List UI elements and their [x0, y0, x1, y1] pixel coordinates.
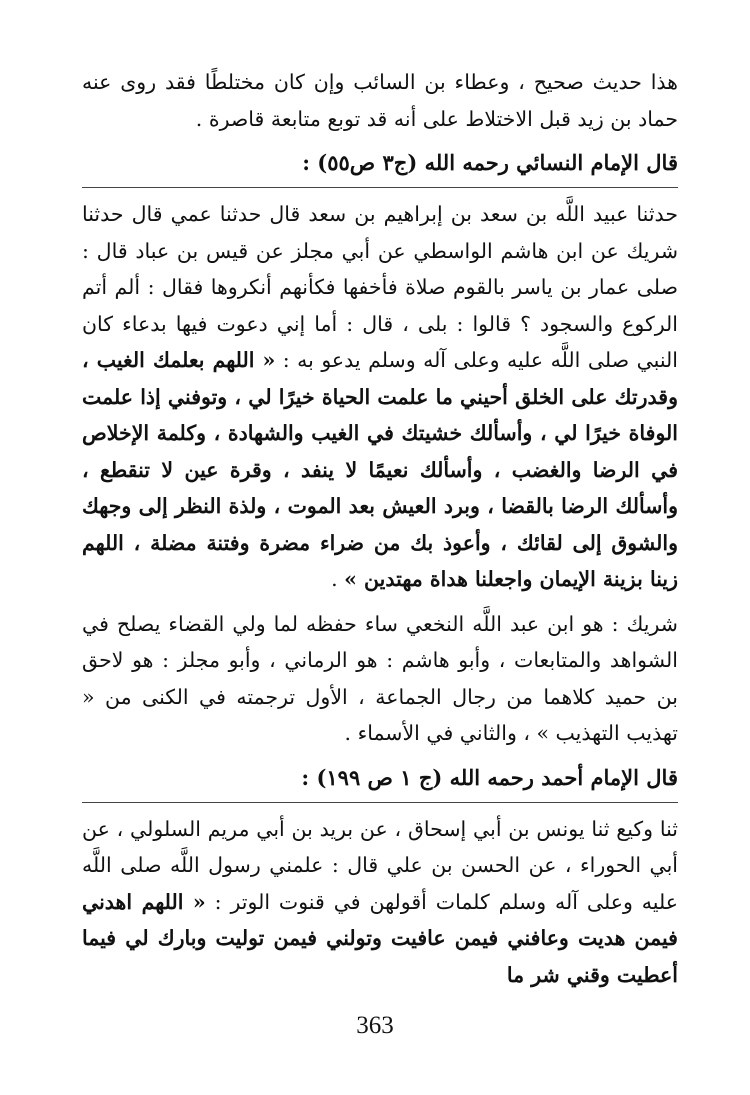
hadith-end-punctuation: .: [331, 567, 345, 591]
paragraph-commentary: شريك : هو ابن عبد اللَّه النخعي ساء حفظه لما ولي القضاء يصلح في الشواهد والمتابعات ، وأبو هاشم : هو الرماني ، وأبو مجلز : هو لاحق بن حميد كلاهما من رجال الجماعة ، الأول ترجمته في الكنى من « تهذيب التهذيب » ، والثاني في الأسماء .: [82, 611, 678, 745]
paragraph-nasai-hadith: [82, 196, 678, 598]
section-heading-ahmad: قال الإمام أحمد رحمه الله (ج ١ ص ١٩٩) :: [301, 764, 678, 790]
paragraph-gap: [82, 598, 678, 606]
section-heading-nasai: قال الإمام النسائي رحمه الله (ج٣ ص٥٥) :: [302, 150, 678, 175]
hadith-qunut-text: « اللهم اهدني فيمن هديت وعافني فيمن عافيت وتولني فيمن توليت وبارك لي فيما أعطيت وقني شر ما: [82, 889, 678, 987]
hadith-supplication-text: « اللهم بعلمك الغيب ، وقدرتك على الخلق أحيني ما علمت الحياة خيرًا لي ، وتوفني إذا علمت الوفاة خيرًا لي ، وأسألك خشيتك في الغيب والشهادة ، وكلمة الإخلاص في الرضا والغضب ، وأسألك نعيمًا لا ينفد ، وقرة عين لا تنقطع ، وأسألك الرضا بالقضا ، وبرد العيش بعد الموت ، ولذة النظر إلى وجهك والشوق إلى لقائك ، وأعوذ بك من ضراء مضرة وفتنة مضلة ، اللهم زينا بزينة الإيمان واجعلنا هداة مهتدين »: [82, 348, 678, 591]
paragraph-ahmad-hadith: [82, 811, 678, 994]
paragraph-intro: هذا حديث صحيح ، وعطاء بن السائب وإن كان مختلطًا فقد روى عنه حماد بن زيد قبل الاختلاط على أنه قد توبع متابعة قاصرة .: [82, 70, 678, 131]
page-number: 363: [356, 1012, 394, 1039]
heading-divider: [82, 187, 678, 188]
hadith-chain-text: ثنا وكيع ثنا يونس بن أبي إسحاق ، عن بريد بن أبي مريم السلولي ، عن أبي الحوراء ، عن الحسن بن علي قال : علمني رسول اللَّه صلى اللَّه عليه وعلى آله وسلم كلمات أقولهن في قنوت الوتر :: [82, 816, 678, 914]
heading-divider: [82, 802, 678, 803]
book-page: [82, 64, 678, 1095]
hadith-chain-text: حدثنا عبيد اللَّه بن سعد بن إبراهيم بن سعد قال حدثنا عمي قال حدثنا شريك عن ابن هاشم الواسطي عن أبي مجلز عن قيس بن عباد قال : صلى عمار بن ياسر بالقوم صلاة فأخفها فكأنهم أنكروها فقال : ألم أتم الركوع والسجود ؟ قالوا : بلى ، قال : أما إني دعوت فيها بدعاء كان النبي صلى اللَّه عليه وعلى آله وسلم يدعو به :: [82, 202, 678, 372]
